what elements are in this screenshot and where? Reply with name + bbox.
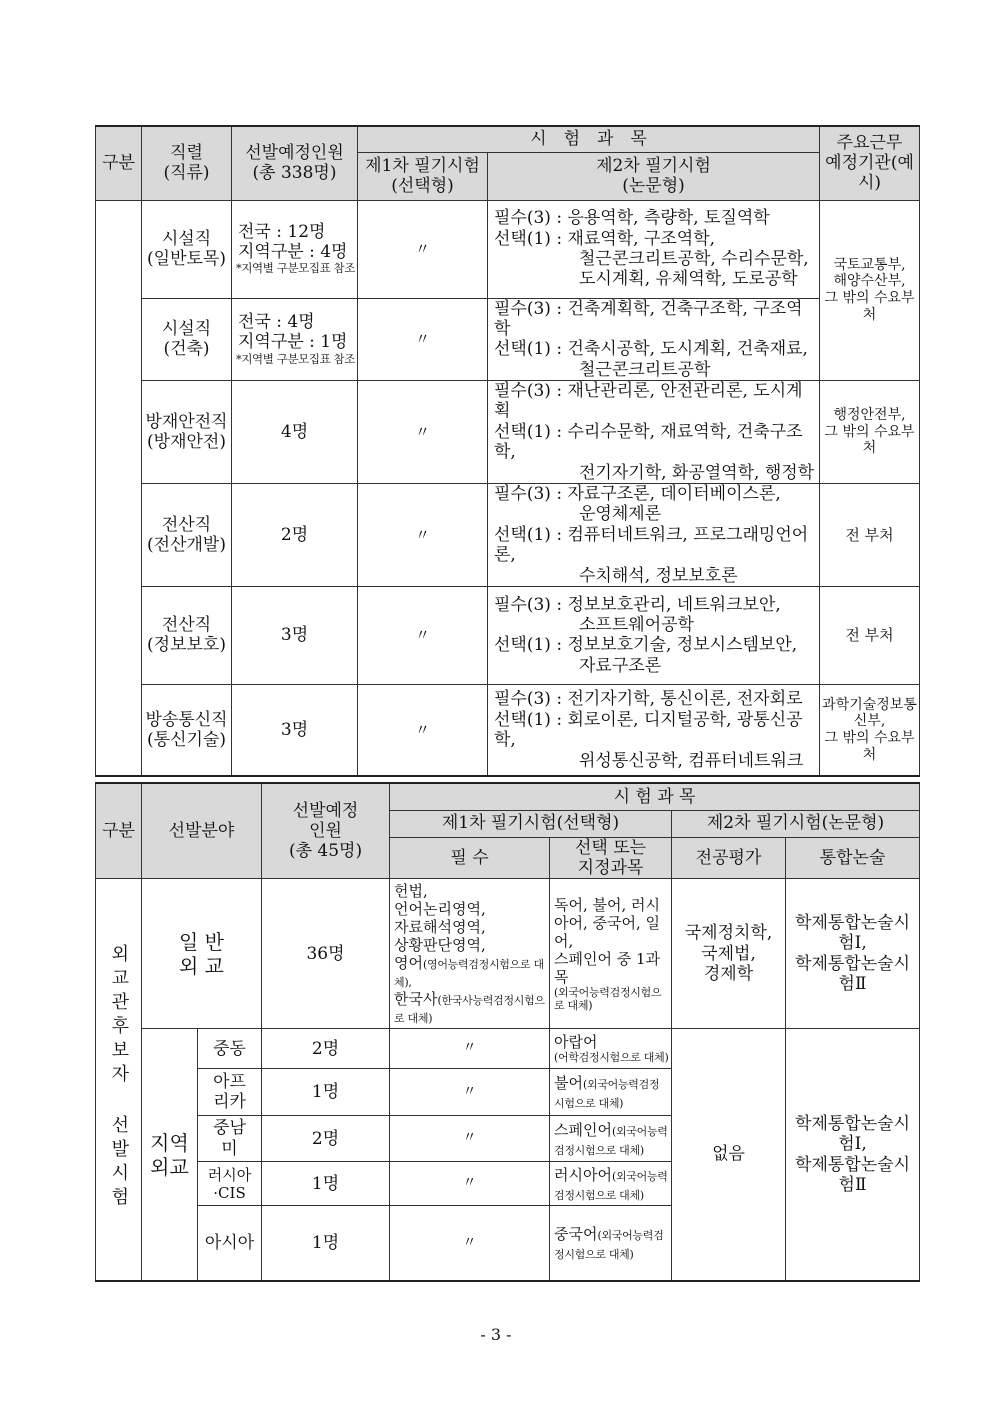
elective-cell — [550, 879, 672, 1029]
required-english-note: (영어능력검정시험으로 대체), — [394, 957, 544, 989]
header-agency: 주요근무 예정기관(예시) — [820, 126, 920, 200]
quota-note: *지역별 구분모집표 참조 — [236, 351, 355, 366]
table-row — [96, 684, 920, 776]
first-exam-cell: 〃 — [358, 684, 488, 776]
header-quota: 선발예정 인원 (총 45명) — [262, 783, 390, 879]
position-cell: 시설직 (일반토목) — [142, 200, 232, 298]
header-category: 구분 — [96, 126, 142, 200]
agency-cell: 행정안전부, 그 밖의 수요부처 — [820, 381, 920, 484]
quota-cell: 3명 — [232, 684, 358, 776]
elective-note: (외국어능력검정시험으로 대체) — [554, 1169, 668, 1202]
elective-text: 러시아어 — [554, 1165, 612, 1184]
position-cell: 전산직 (전산개발) — [142, 484, 232, 587]
table-row — [96, 484, 920, 587]
regional-label: 지역 외교 — [142, 1029, 198, 1281]
quota-cell — [232, 200, 358, 298]
quota-cell: 4명 — [232, 381, 358, 484]
essay-cell: 학제통합논술시험Ⅰ, 학제통합논술시험Ⅱ — [786, 1029, 920, 1281]
table-row — [96, 586, 920, 684]
major-cell: 없음 — [672, 1029, 786, 1281]
quota-cell: 2명 — [262, 1116, 390, 1162]
page-number: - 3 - — [480, 1325, 512, 1344]
elective-cell — [550, 1069, 672, 1116]
quota-note: *지역별 구분모집표 참조 — [236, 261, 355, 276]
elective-note: (외국어능력검정시험으로 대체) — [554, 1124, 668, 1157]
header-category: 구분 — [96, 783, 142, 879]
first-exam-cell: 〃 — [358, 381, 488, 484]
header-field: 선발분야 — [142, 783, 262, 879]
table-row-general — [96, 879, 920, 1029]
agency-cell: 과학기술정보통신부, 그 밖의 수요부처 — [820, 684, 920, 776]
required-history: 한국사 — [394, 989, 438, 1008]
quota-cell: 3명 — [232, 586, 358, 684]
header-subjects: 시 험 과 목 — [390, 783, 920, 810]
position-cell: 방재안전직 (방재안전) — [142, 381, 232, 484]
essay-cell: 학제통합논술시험Ⅰ, 학제통합논술시험Ⅱ — [786, 879, 920, 1029]
header-required: 필 수 — [390, 837, 550, 879]
elective-note: (외국어능력검정시험으로 대체) — [554, 1078, 660, 1111]
table-technical-positions — [95, 125, 920, 777]
elective-text: 중국어 — [554, 1224, 598, 1243]
quota-cell: 1명 — [262, 1162, 390, 1206]
header-major-eval: 전공평가 — [672, 837, 786, 879]
region-cell: 러시아 ·CIS — [198, 1162, 262, 1206]
position-cell: 시설직 (건축) — [142, 298, 232, 381]
elective-text: 아랍어 — [554, 1033, 598, 1052]
table-row — [96, 298, 920, 381]
field-cell: 일 반 외 교 — [142, 879, 262, 1029]
quota-cell: 1명 — [262, 1206, 390, 1281]
header-first-exam: 제1차 필기시험 (선택형) — [358, 152, 488, 200]
required-main: 헌법, 언어논리영역, 자료해석영역, 상황판단영역, — [394, 881, 486, 954]
required-history-note: (한국사능력검정시험으로 대체) — [394, 993, 545, 1025]
first-exam-cell: 〃 — [358, 586, 488, 684]
category-cell — [96, 200, 142, 776]
header-subjects: 시 험 과 목 — [358, 126, 820, 152]
required-cell: 〃 — [390, 1116, 550, 1162]
header-essay: 통합논술 — [786, 837, 920, 879]
region-cell: 아프 리카 — [198, 1069, 262, 1116]
elective-cell — [550, 1116, 672, 1162]
elective-note: (외국어능력검정시험으로 대체) — [554, 985, 662, 1012]
header-second-exam: 제2차 필기시험(논문형) — [672, 810, 920, 837]
category-label: 외교관후보자 선발시험 — [108, 943, 130, 1211]
position-cell: 전산직 (정보보호) — [142, 586, 232, 684]
first-exam-cell: 〃 — [358, 200, 488, 298]
table-diplomat-exam — [95, 782, 920, 1282]
elective-text: 독어, 불어, 러시아어, 중국어, 일어, 스페인어 중 1과목 — [554, 895, 661, 986]
table-row — [96, 381, 920, 484]
required-cell: 〃 — [390, 1069, 550, 1116]
required-cell — [390, 879, 550, 1029]
header-second-exam: 제2차 필기시험 (논문형) — [488, 152, 820, 200]
second-exam-cell: 필수(3) : 자료구조론, 데이터베이스론, 운영체제론 선택(1) : 컴퓨터네트워크, 프로그래밍언어론, 수치해석, 정보보호론 — [488, 484, 820, 587]
position-cell: 방송통신직 (통신기술) — [142, 684, 232, 776]
second-exam-cell: 필수(3) : 응용역학, 측량학, 토질역학 선택(1) : 재료역학, 구조역학, 철근콘크리트공학, 수리수문학, 도시계획, 유체역학, 도로공학 — [488, 200, 820, 298]
required-cell: 〃 — [390, 1162, 550, 1206]
header-first-exam: 제1차 필기시험(선택형) — [390, 810, 672, 837]
required-cell: 〃 — [390, 1029, 550, 1069]
elective-note: (어학검정시험으로 대체) — [554, 1051, 669, 1065]
second-exam-cell: 필수(3) : 건축계획학, 건축구조학, 구조역학 선택(1) : 건축시공학, 도시계획, 건축재료, 철근콘크리트공학 — [488, 298, 820, 381]
second-exam-cell: 필수(3) : 재난관리론, 안전관리론, 도시계획 선택(1) : 수리수문학, 재료역학, 건축구조학, 전기자기학, 화공열역학, 행정학 — [488, 381, 820, 484]
major-cell: 국제정치학, 국제법, 경제학 — [672, 879, 786, 1029]
header-position: 직렬 (직류) — [142, 126, 232, 200]
quota-cell: 2명 — [232, 484, 358, 587]
required-cell: 〃 — [390, 1206, 550, 1281]
first-exam-cell: 〃 — [358, 484, 488, 587]
table-row — [96, 200, 920, 298]
agency-cell: 국토교통부, 해양수산부, 그 밖의 수요부처 — [820, 200, 920, 381]
quota-cell: 36명 — [262, 879, 390, 1029]
elective-cell — [550, 1206, 672, 1281]
agency-cell: 전 부처 — [820, 586, 920, 684]
required-english: 영어 — [394, 953, 423, 972]
header-quota: 선발예정인원 (총 338명) — [232, 126, 358, 200]
elective-text: 스페인어 — [554, 1120, 612, 1139]
region-cell: 중동 — [198, 1029, 262, 1069]
agency-cell: 전 부처 — [820, 484, 920, 587]
header-elective: 선택 또는 지정과목 — [550, 837, 672, 879]
first-exam-cell: 〃 — [358, 298, 488, 381]
elective-cell — [550, 1029, 672, 1069]
quota-text: 전국 : 4명 지역구분 : 1명 — [238, 311, 348, 353]
region-cell: 중남 미 — [198, 1116, 262, 1162]
second-exam-cell: 필수(3) : 전기자기학, 통신이론, 전자회로 선택(1) : 회로이론, 디지털공학, 광통신공학, 위성통신공학, 컴퓨터네트워크 — [488, 684, 820, 776]
second-exam-cell: 필수(3) : 정보보호관리, 네트워크보안, 소프트웨어공학 선택(1) : 정보보호기술, 정보시스템보안, 자료구조론 — [488, 586, 820, 684]
elective-note: (외국어능력검정시험으로 대체) — [554, 1228, 664, 1262]
category-cell — [96, 879, 142, 1281]
table-row-regional — [96, 1029, 920, 1069]
region-cell: 아시아 — [198, 1206, 262, 1281]
quota-text: 전국 : 12명 지역구분 : 4명 — [238, 221, 348, 263]
elective-cell — [550, 1162, 672, 1206]
quota-cell — [232, 298, 358, 381]
quota-cell: 1명 — [262, 1069, 390, 1116]
elective-text: 불어 — [554, 1074, 583, 1093]
quota-cell: 2명 — [262, 1029, 390, 1069]
